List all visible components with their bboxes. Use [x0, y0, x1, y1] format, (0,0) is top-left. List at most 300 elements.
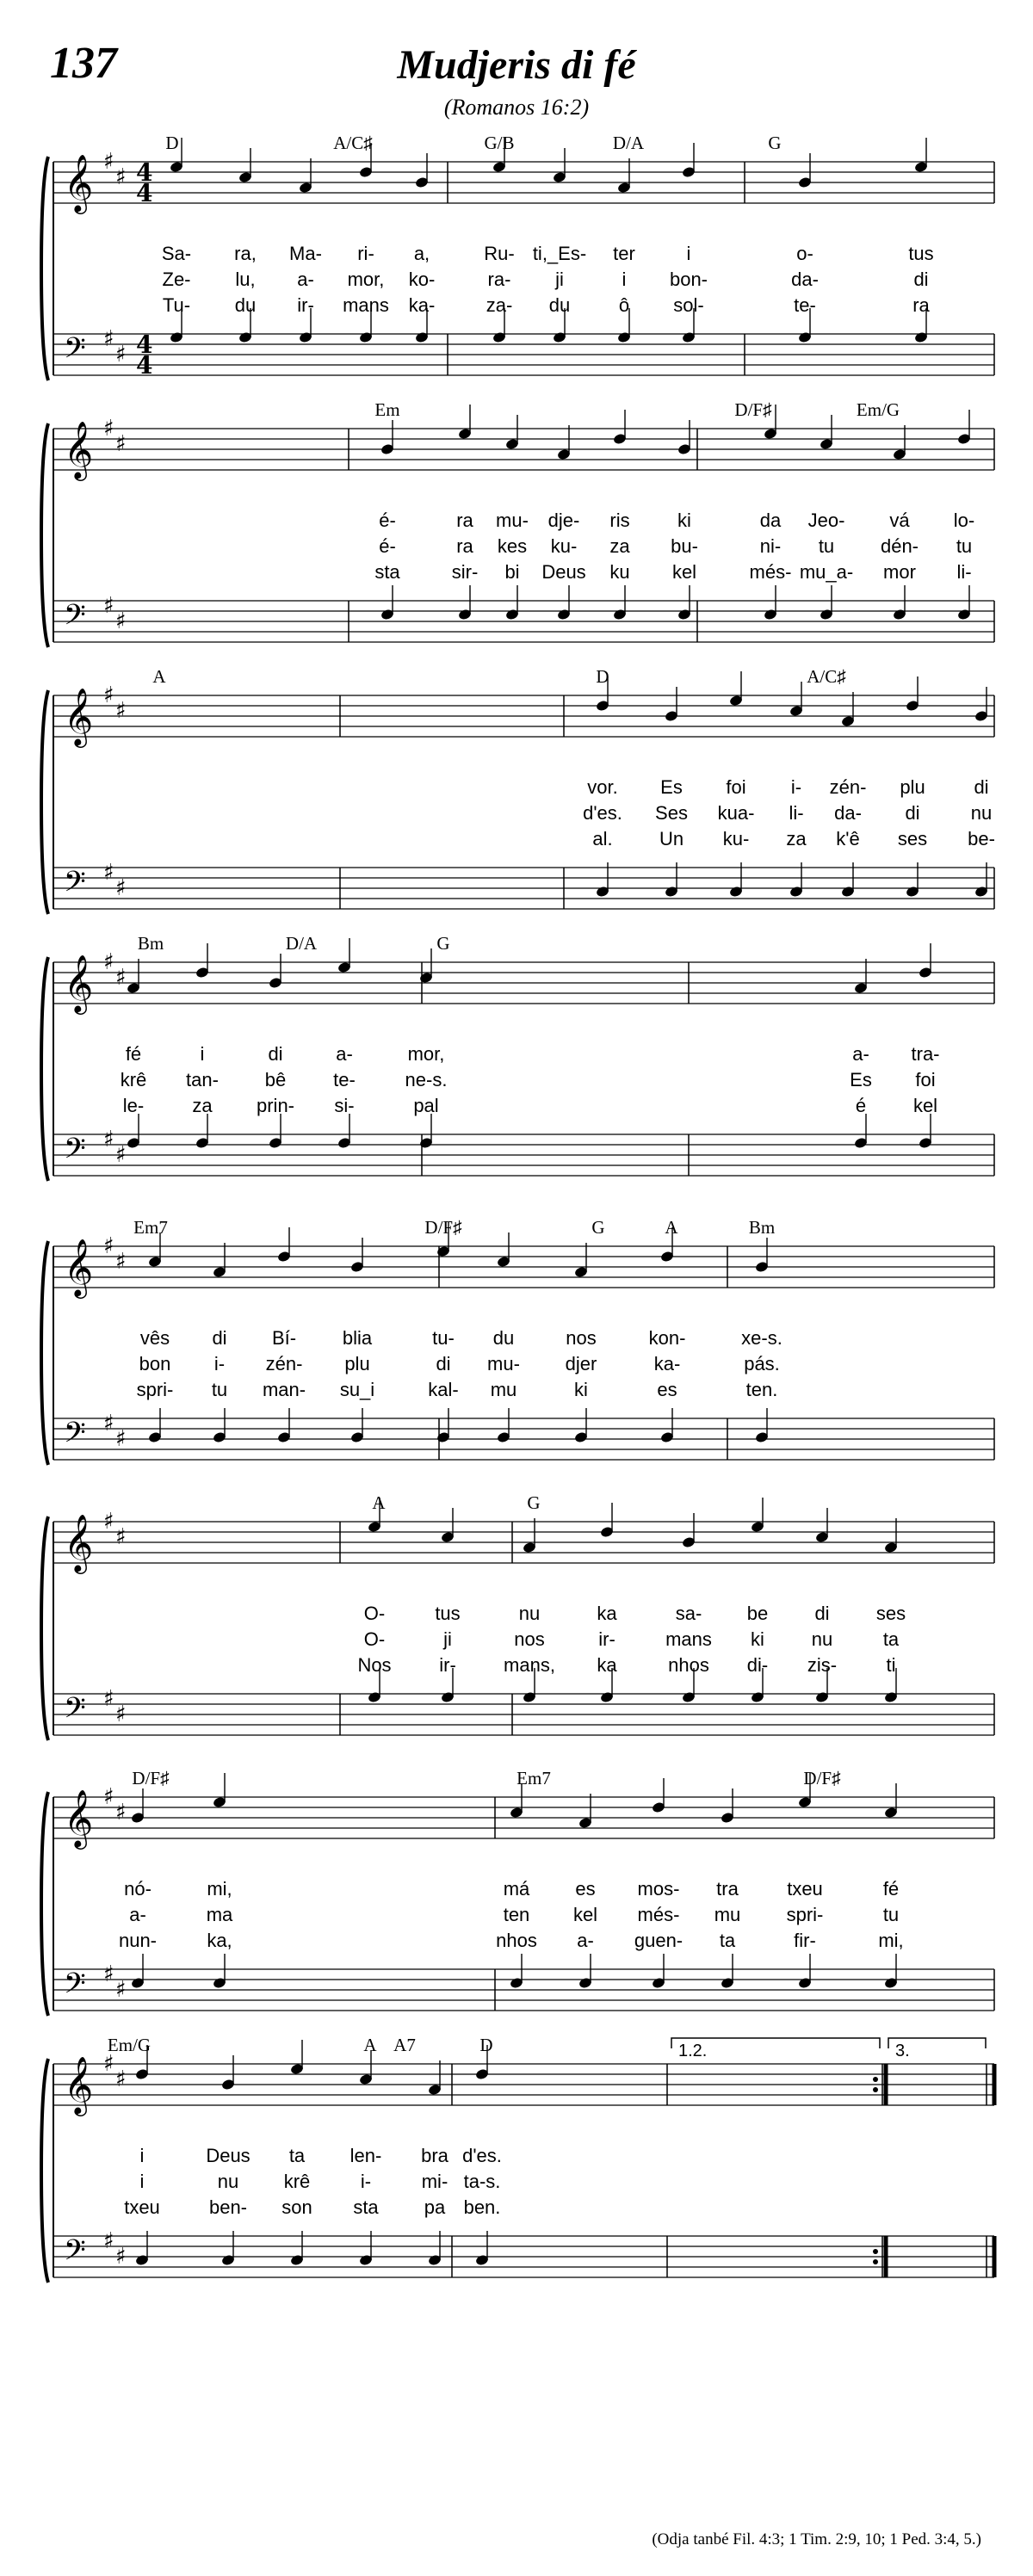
lyric-syllable: ka [597, 1654, 617, 1676]
lyric-syllable: ta-s. [463, 2171, 501, 2192]
lyric-syllable: O- [363, 1603, 386, 1624]
lyric-syllable: ra [912, 294, 930, 316]
chord-symbol: D/A [612, 133, 645, 153]
chord-symbol: D/F♯ [132, 1768, 170, 1788]
lyric-syllable: nhos [496, 1930, 537, 1951]
lyric-syllable: mos- [637, 1878, 680, 1900]
lyric-syllable: ra- [487, 269, 511, 290]
lyric-syllable: Bí- [271, 1327, 297, 1349]
lyric-syllable: lo- [953, 510, 975, 531]
lyric-syllable: kua- [717, 802, 755, 824]
lyric-syllable: za- [486, 294, 513, 316]
lyric-syllable: bi [504, 561, 520, 583]
lyric-syllable: ses [875, 1603, 906, 1624]
system-bracket [41, 957, 48, 1181]
lyric-syllable: ku [609, 561, 630, 583]
staff-drawing [0, 938, 1033, 1196]
sharp-icon: ♯ [103, 2051, 114, 2077]
lyric-syllable: dje- [547, 510, 580, 531]
lyric-syllable: fé [125, 1043, 142, 1065]
staff-drawing [0, 1222, 1033, 1480]
lyric-syllable: mu_a- [799, 561, 854, 583]
lyric-syllable: su_i [339, 1379, 375, 1400]
sharp-icon: ♯ [103, 2228, 114, 2254]
staff-drawing [0, 2040, 1033, 2298]
sharp-icon: ♯ [115, 875, 127, 901]
chord-symbol: D/F♯ [424, 1217, 462, 1238]
lyric-syllable: bon- [669, 269, 708, 290]
staff-drawing [0, 138, 1033, 396]
lyric-syllable: kel [572, 1904, 598, 1925]
lyric-syllable: za [192, 1095, 213, 1116]
chord-symbol: A [363, 2035, 377, 2055]
sharp-icon: ♯ [103, 683, 114, 708]
lyric-syllable: di [913, 269, 929, 290]
lyric-syllable: spri- [136, 1379, 174, 1400]
chord-symbol: Em7 [133, 1217, 168, 1238]
score-system [0, 666, 1033, 930]
lyric-syllable: sir- [451, 561, 479, 583]
lyric-syllable: tu [882, 1904, 900, 1925]
system-bracket [41, 157, 48, 380]
song-title: Mudjeris di fé [397, 42, 636, 88]
lyric-syllable: mi- [421, 2171, 448, 2192]
lyric-syllable: nos [566, 1327, 597, 1349]
lyric-syllable: ni- [759, 535, 782, 557]
lyric-syllable: Ze- [162, 269, 191, 290]
lyric-syllable: d'es. [583, 802, 622, 824]
lyric-syllable: tu [211, 1379, 228, 1400]
bass-clef-icon: 𝄢 [64, 1133, 86, 1172]
sharp-icon: ♯ [103, 949, 114, 975]
lyric-syllable: kal- [428, 1379, 459, 1400]
chord-symbol: G [527, 1492, 541, 1513]
lyric-syllable: ra [456, 535, 473, 557]
chord-symbol: D/F♯ [734, 399, 772, 420]
repeat-dot [873, 2077, 878, 2082]
lyric-syllable: ra, [234, 243, 257, 264]
lyric-syllable: nó- [124, 1878, 152, 1900]
system-bracket [41, 690, 48, 914]
lyric-syllable: mans [665, 1628, 712, 1650]
sharp-icon: ♯ [103, 149, 114, 175]
lyric-syllable: pal [413, 1095, 439, 1116]
lyric-syllable: i- [360, 2171, 372, 2192]
lyric-syllable: sta [374, 561, 400, 583]
chord-symbol: A7 [393, 2035, 416, 2055]
time-signature: 4 [136, 179, 153, 207]
bass-clef-icon: 𝄢 [64, 599, 86, 639]
chord-symbol: Em [374, 399, 400, 420]
lyric-syllable: tra [716, 1878, 739, 1900]
scripture-reference: (Romanos 16:2) [443, 95, 590, 120]
lyric-syllable: Un [659, 828, 684, 849]
lyric-syllable: ka, [207, 1930, 232, 1951]
lyric-syllable: ki [677, 510, 691, 531]
lyric-syllable: ne-s. [405, 1069, 448, 1090]
lyric-syllable: ma [206, 1904, 233, 1925]
bass-clef-icon: 𝄢 [64, 866, 86, 905]
score-system [0, 1492, 1033, 1756]
lyric-syllable: ki [574, 1379, 588, 1400]
lyric-syllable: o- [796, 243, 813, 264]
lyric-syllable: ben- [208, 2196, 248, 2218]
lyric-syllable: li- [789, 802, 804, 824]
score-system [0, 133, 1033, 396]
bass-clef-icon: 𝄢 [64, 1417, 86, 1456]
score-system [0, 1217, 1033, 1480]
sharp-icon: ♯ [115, 1977, 127, 2003]
lyric-syllable: Nos [357, 1654, 392, 1676]
score-system [0, 933, 1033, 1196]
lyric-syllable: da [759, 510, 782, 531]
chord-symbol: A [152, 666, 166, 687]
chord-symbol: D [596, 666, 609, 687]
lyric-syllable: má [503, 1878, 530, 1900]
lyric-syllable: Deus [206, 2145, 251, 2166]
chord-symbol: Bm [748, 1217, 776, 1238]
sharp-icon: ♯ [103, 1784, 114, 1810]
lyric-syllable: be- [968, 828, 995, 849]
lyric-syllable: é [855, 1095, 867, 1116]
lyric-syllable: ji [555, 269, 564, 290]
lyric-syllable: Es [850, 1069, 872, 1090]
lyric-syllable: tra- [911, 1043, 940, 1065]
lyric-syllable: al. [592, 828, 613, 849]
lyric-syllable: man- [262, 1379, 306, 1400]
chord-symbol: A [372, 1492, 386, 1513]
lyric-syllable: xe-s. [741, 1327, 782, 1349]
system-bracket [41, 423, 48, 647]
lyric-syllable: i [200, 1043, 205, 1065]
lyric-syllable: ta [288, 2145, 306, 2166]
lyric-syllable: bê [264, 1069, 287, 1090]
lyric-syllable: ji [443, 1628, 452, 1650]
lyric-syllable: a- [336, 1043, 353, 1065]
lyric-syllable: di- [746, 1654, 769, 1676]
lyric-syllable: ir- [297, 294, 314, 316]
lyric-syllable: mor [883, 561, 916, 583]
sharp-icon: ♯ [115, 164, 127, 190]
score-system [0, 399, 1033, 663]
chord-symbol: A [665, 1217, 678, 1238]
lyric-syllable: i [622, 269, 627, 290]
treble-clef-icon: 𝄞 [64, 2055, 94, 2114]
time-signature: 4 [136, 351, 153, 380]
lyric-syllable: da- [834, 802, 862, 824]
lyric-syllable: bu- [671, 535, 698, 557]
chord-symbol: A/C♯ [807, 666, 846, 687]
sharp-icon: ♯ [115, 1426, 127, 1452]
lyric-syllable: i- [213, 1353, 226, 1374]
sharp-icon: ♯ [103, 860, 114, 886]
lyric-syllable: li- [956, 561, 972, 583]
lyric-syllable: es [657, 1379, 677, 1400]
lyric-syllable: kel [912, 1095, 938, 1116]
bass-clef-icon: 𝄢 [64, 332, 86, 372]
lyric-syllable: vês [139, 1327, 170, 1349]
lyric-syllable: Ses [655, 802, 688, 824]
lyric-syllable: fir- [794, 1930, 816, 1951]
chord-symbol: G/B [484, 133, 515, 153]
sharp-icon: ♯ [103, 416, 114, 442]
lyric-syllable: ô [618, 294, 630, 316]
lyric-syllable: krê [120, 1069, 147, 1090]
lyric-syllable: tus [908, 243, 934, 264]
chord-symbol: G [768, 133, 782, 153]
lyric-syllable: za [786, 828, 807, 849]
lyric-syllable: ris [609, 510, 630, 531]
lyric-syllable: vá [889, 510, 910, 531]
lyric-syllable: sta [353, 2196, 379, 2218]
lyric-syllable: di [436, 1353, 451, 1374]
lyric-syllable: spri- [786, 1904, 824, 1925]
system-bracket [41, 2059, 48, 2283]
lyric-syllable: ir- [439, 1654, 456, 1676]
chord-symbol: Em/G [107, 2035, 152, 2055]
lyric-syllable: Ru- [484, 243, 515, 264]
lyric-syllable: tan- [186, 1069, 219, 1090]
score-system [0, 2035, 1033, 2298]
lyric-syllable: zis- [807, 1654, 838, 1676]
lyric-syllable: djer [565, 1353, 597, 1374]
system-bracket [41, 1241, 48, 1465]
lyric-syllable: nu [811, 1628, 833, 1650]
sharp-icon: ♯ [115, 1800, 127, 1825]
lyric-syllable: ben. [463, 2196, 501, 2218]
sharp-icon: ♯ [115, 1524, 127, 1550]
lyric-syllable: da- [791, 269, 819, 290]
lyric-syllable: prin- [256, 1095, 295, 1116]
lyric-syllable: ta [882, 1628, 900, 1650]
sharp-icon: ♯ [103, 593, 114, 619]
sharp-icon: ♯ [115, 698, 127, 724]
lyric-syllable: mu- [496, 510, 529, 531]
lyric-syllable: di [905, 802, 920, 824]
treble-clef-icon: 𝄞 [64, 1513, 94, 1572]
sharp-icon: ♯ [115, 1702, 127, 1727]
staff-drawing [0, 1773, 1033, 2031]
lyric-syllable: kel [671, 561, 697, 583]
lyric-syllable: tu [818, 535, 835, 557]
lyric-syllable: le- [122, 1095, 145, 1116]
lyric-syllable: sa- [675, 1603, 702, 1624]
lyric-syllable: txeu [124, 2196, 160, 2218]
sharp-icon: ♯ [103, 326, 114, 352]
lyric-syllable: i [139, 2145, 145, 2166]
lyric-syllable: za [609, 535, 630, 557]
lyric-syllable: i- [790, 776, 802, 798]
lyric-syllable: ti [886, 1654, 896, 1676]
sharp-icon: ♯ [103, 1411, 114, 1436]
lyric-syllable: mans, [504, 1654, 555, 1676]
lyric-syllable: mu [714, 1904, 741, 1925]
score-system [0, 1768, 1033, 2031]
lyric-syllable: ri- [357, 243, 374, 264]
lyric-syllable: sol- [673, 294, 704, 316]
lyric-syllable: di [268, 1043, 283, 1065]
sharp-icon: ♯ [103, 1509, 114, 1535]
sharp-icon: ♯ [103, 1961, 114, 1987]
lyric-syllable: nu [217, 2171, 239, 2192]
lyric-syllable: du [548, 294, 571, 316]
lyric-syllable: blia [342, 1327, 373, 1349]
lyric-syllable: dén- [880, 535, 919, 557]
lyric-syllable: k'ê [836, 828, 860, 849]
lyric-syllable: tus [435, 1603, 461, 1624]
lyric-syllable: plu [900, 776, 925, 798]
sharp-icon: ♯ [115, 2244, 127, 2270]
lyric-syllable: a- [297, 269, 314, 290]
staff-drawing [0, 671, 1033, 930]
lyric-syllable: fé [882, 1878, 900, 1900]
lyric-syllable: é- [379, 535, 396, 557]
chord-symbol: Em7 [516, 1768, 551, 1788]
lyric-syllable: nun- [118, 1930, 158, 1951]
chord-symbol: Bm [137, 933, 164, 954]
lyric-syllable: kes [497, 535, 528, 557]
staff-drawing [0, 405, 1033, 663]
treble-clef-icon: 𝄞 [64, 1238, 94, 1296]
lyric-syllable: pa [424, 2196, 446, 2218]
lyric-syllable: ir- [598, 1628, 615, 1650]
lyric-syllable: tu [956, 535, 973, 557]
chord-symbol: G [591, 1217, 605, 1238]
repeat-dot [873, 2087, 878, 2092]
lyric-syllable: mor, [407, 1043, 445, 1065]
lyric-syllable: ka- [653, 1353, 681, 1374]
lyric-syllable: len- [349, 2145, 382, 2166]
lyric-syllable: ka [597, 1603, 617, 1624]
lyric-syllable: ta [719, 1930, 736, 1951]
treble-clef-icon: 𝄞 [64, 1788, 94, 1847]
lyric-syllable: mi, [207, 1878, 232, 1900]
lyric-syllable: i [139, 2171, 145, 2192]
lyric-syllable: mor, [347, 269, 385, 290]
lyric-syllable: ku- [550, 535, 578, 557]
lyric-syllable: ku- [722, 828, 750, 849]
lyric-syllable: a- [852, 1043, 869, 1065]
lyric-syllable: foi [726, 776, 746, 798]
lyric-syllable: Ma- [289, 243, 322, 264]
repeat-dot [873, 2249, 878, 2254]
lyric-syllable: més- [749, 561, 792, 583]
lyric-syllable: ter [613, 243, 635, 264]
lyric-syllable: du [234, 294, 257, 316]
sharp-icon: ♯ [115, 1249, 127, 1275]
lyric-syllable: ten [503, 1904, 530, 1925]
treble-clef-icon: 𝄞 [64, 420, 94, 479]
lyric-syllable: ka- [408, 294, 436, 316]
sharp-icon: ♯ [115, 608, 127, 634]
chord-symbol: D [165, 133, 179, 153]
lyric-syllable: a- [129, 1904, 146, 1925]
lyric-syllable: lu, [235, 269, 256, 290]
lyric-syllable: Tu- [162, 294, 191, 316]
lyric-syllable: nos [514, 1628, 545, 1650]
lyric-syllable: é- [379, 510, 396, 531]
volta-label: 3. [895, 2042, 910, 2060]
lyric-syllable: a- [577, 1930, 594, 1951]
bass-clef-icon: 𝄢 [64, 1692, 86, 1732]
lyric-syllable: plu [344, 1353, 370, 1374]
lyric-syllable: te- [333, 1069, 356, 1090]
lyric-syllable: ra [456, 510, 473, 531]
chord-symbol: D [479, 2035, 493, 2055]
lyric-syllable: krê [283, 2171, 311, 2192]
sharp-icon: ♯ [103, 1686, 114, 1712]
sharp-icon: ♯ [103, 1127, 114, 1152]
lyric-syllable: nu [970, 802, 993, 824]
lyric-syllable: be [746, 1603, 769, 1624]
lyric-syllable: bon [139, 1353, 171, 1374]
treble-clef-icon: 𝄞 [64, 954, 94, 1012]
lyric-syllable: te- [794, 294, 816, 316]
sharp-icon: ♯ [115, 1142, 127, 1168]
lyric-syllable: du [492, 1327, 515, 1349]
lyric-syllable: ses [897, 828, 928, 849]
system-bracket [41, 1792, 48, 2016]
lyric-syllable: més- [637, 1904, 680, 1925]
lyric-syllable: O- [363, 1628, 386, 1650]
sharp-icon: ♯ [115, 342, 127, 368]
lyric-syllable: ten. [745, 1379, 778, 1400]
lyric-syllable: zén- [265, 1353, 303, 1374]
system-bracket [41, 1517, 48, 1740]
lyric-syllable: son [281, 2196, 312, 2218]
lyric-syllable: a, [413, 243, 430, 264]
volta-label: 1.2. [678, 2042, 708, 2060]
lyric-syllable: ki [751, 1628, 764, 1650]
repeat-dot [873, 2259, 878, 2264]
lyric-syllable: kon- [648, 1327, 686, 1349]
chord-symbol: A/C♯ [333, 133, 373, 153]
lyric-syllable: mans [343, 294, 389, 316]
lyric-syllable: ti,_Es- [532, 243, 587, 264]
sharp-icon: ♯ [115, 965, 127, 991]
lyric-syllable: ko- [408, 269, 436, 290]
lyric-syllable: bra [421, 2145, 448, 2166]
lyric-syllable: di [974, 776, 989, 798]
lyric-syllable: vor. [587, 776, 618, 798]
lyric-syllable: Sa- [161, 243, 192, 264]
lyric-syllable: Es [660, 776, 683, 798]
lyric-syllable: mi, [878, 1930, 904, 1951]
lyric-syllable: mu- [487, 1353, 520, 1374]
bass-clef-icon: 𝄢 [64, 2234, 86, 2274]
lyric-syllable: foi [915, 1069, 936, 1090]
sharp-icon: ♯ [115, 2066, 127, 2092]
treble-clef-icon: 𝄞 [64, 153, 94, 212]
bass-clef-icon: 𝄢 [64, 1968, 86, 2007]
lyric-syllable: nhos [668, 1654, 709, 1676]
lyric-syllable: es [575, 1878, 596, 1900]
footnote: (Odja tanbé Fil. 4:3; 1 Tim. 2:9, 10; 1 Ped. 3:4, 5.) [652, 2530, 981, 2548]
lyric-syllable: si- [334, 1095, 355, 1116]
lyric-syllable: di [814, 1603, 830, 1624]
time-signature: 4 [136, 158, 153, 187]
lyric-syllable: guen- [634, 1930, 684, 1951]
lyric-syllable: nu [518, 1603, 541, 1624]
lyric-syllable: d'es. [462, 2145, 502, 2166]
staff-drawing [0, 1498, 1033, 1756]
sharp-icon: ♯ [115, 431, 127, 457]
chord-symbol: G [436, 933, 450, 954]
song-number: 137 [50, 39, 117, 88]
time-signature: 4 [136, 330, 153, 359]
lyric-syllable: txeu [787, 1878, 823, 1900]
lyric-syllable: mu [490, 1379, 517, 1400]
